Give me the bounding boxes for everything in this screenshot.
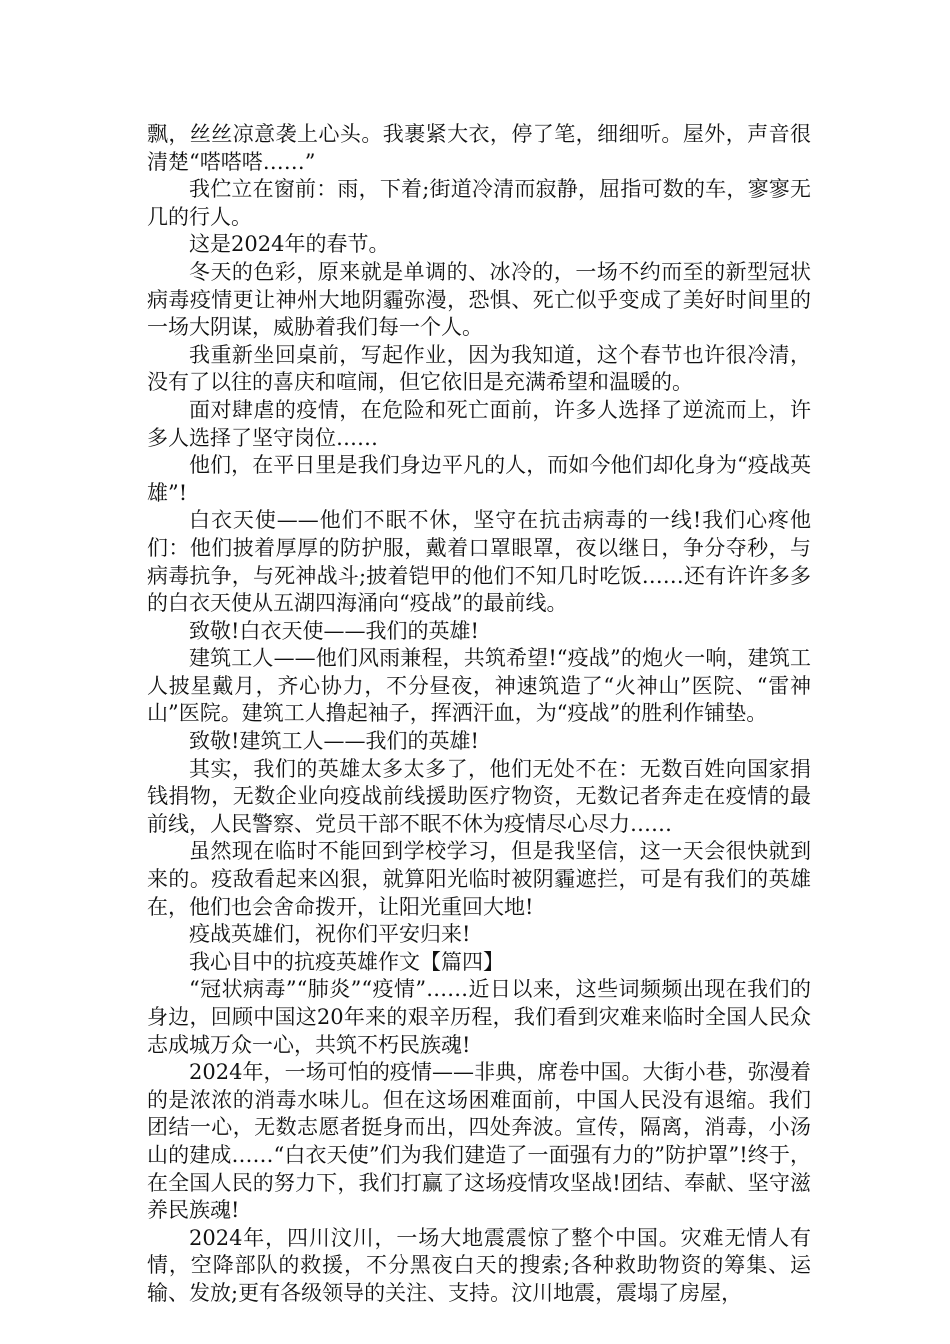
paragraph-11: 致敬!建筑工人——我们的英雄! — [189, 729, 479, 754]
paragraph-10: 建筑工人——他们风雨兼程，共筑希望!“疫战”的炮火一响，建筑工人披星戴月，齐心协力，不分昼夜，神速筑造了“火神山”医院、“雷神山”医院。建筑工人撸起袖子，挥洒汗血，为“疫战”的胜利作铺垫。 — [147, 646, 811, 726]
document-body — [147, 121, 811, 1308]
paragraph-6: 面对肆虐的疫情，在危险和死亡面前，许多人选择了逆流而上，许多人选择了坚守岗位…… — [147, 397, 811, 450]
paragraph-5: 我重新坐回桌前，写起作业，因为我知道，这个春节也许很冷清，没有了以往的喜庆和喧闹，但它依旧是充满希望和温暖的。 — [147, 342, 811, 395]
paragraph-8: 白衣天使——他们不眠不休，坚守在抗击病毒的一线!我们心疼他们：他们披着厚厚的防护服，戴着口罩眼罩，夜以继日，争分夺秒，与病毒抗争，与死神战斗;披着铠甲的他们不知几时吃饭……还有许许多多的白衣天使从五湖四海涌向“疫战”的最前线。 — [147, 508, 811, 616]
paragraph-1: 飘，丝丝凉意袭上心头。我裹紧大衣，停了笔，细细听。屋外，声音很清楚“嗒嗒嗒……” — [147, 122, 811, 174]
section-heading: 我心目中的抗疫英雄作文【篇四】 — [189, 949, 504, 974]
paragraph-18: 2024年，四川汶川，一场大地震震惊了整个中国。灾难无情人有情，空降部队的救援，不分黑夜白天的搜索;各种救助物资的筹集、运输、发放;更有各级领导的关注、支持。汶川地震，震塌了房屋， — [147, 1225, 811, 1305]
paragraph-14: 疫战英雄们，祝你们平安归来! — [189, 922, 471, 947]
paragraph-12: 其实，我们的英雄太多太多了，他们无处不在：无数百姓向国家捐钱捐物，无数企业向疫战前线援助医疗物资，无数记者奔走在疫情的最前线，人民警察、党员干部不眠不休为疫情尽心尽力…… — [147, 756, 811, 836]
paragraph-13: 虽然现在临时不能回到学校学习，但是我坚信，这一天会很快就到来的。疫敌看起来凶狠，就算阳光临时被阴霾遮拦，可是有我们的英雄在，他们也会舍命拨开，让阳光重回大地! — [147, 839, 811, 919]
paragraph-2: 我伫立在窗前：雨，下着;街道冷清而寂静，屈指可数的车，寥寥无几的行人。 — [147, 177, 811, 229]
paragraph-16: “冠状病毒”“肺炎”“疫情”……近日以来，这些词频频出现在我们的身边，回顾中国这20年来的艰辛历程，我们看到灾难来临时全国人民众志成城万众一心，共筑不朽民族魂! — [147, 977, 811, 1057]
paragraph-4: 冬天的色彩，原来就是单调的、冰冷的，一场不约而至的新型冠状病毒疫情更让神州大地阴霾弥漫，恐惧、死亡似乎变成了美好时间里的一场大阴谋，威胁着我们每一个人。 — [147, 259, 811, 340]
paragraph-7: 他们，在平日里是我们身边平凡的人，而如今他们却化身为“疫战英雄”! — [147, 453, 811, 505]
paragraph-3: 这是2024年的春节。 — [189, 232, 390, 257]
paragraph-9: 致敬!白衣天使——我们的英雄! — [189, 618, 479, 643]
paragraph-17: 2024年，一场可怕的疫情——非典，席卷中国。大街小巷，弥漫着的是浓浓的消毒水味儿。但在这场困难面前，中国人民没有退缩。我们团结一心，无数志愿者挺身而出，四处奔波。宣传，隔离，消毒，小汤山的建成……“白衣天使”们为我们建造了一面强有力的”防护罩”!终于，在全国人民的努力下，我们打赢了这场疫情攻坚战!团结、奉献、坚守滋养民族魂! — [147, 1060, 811, 1223]
